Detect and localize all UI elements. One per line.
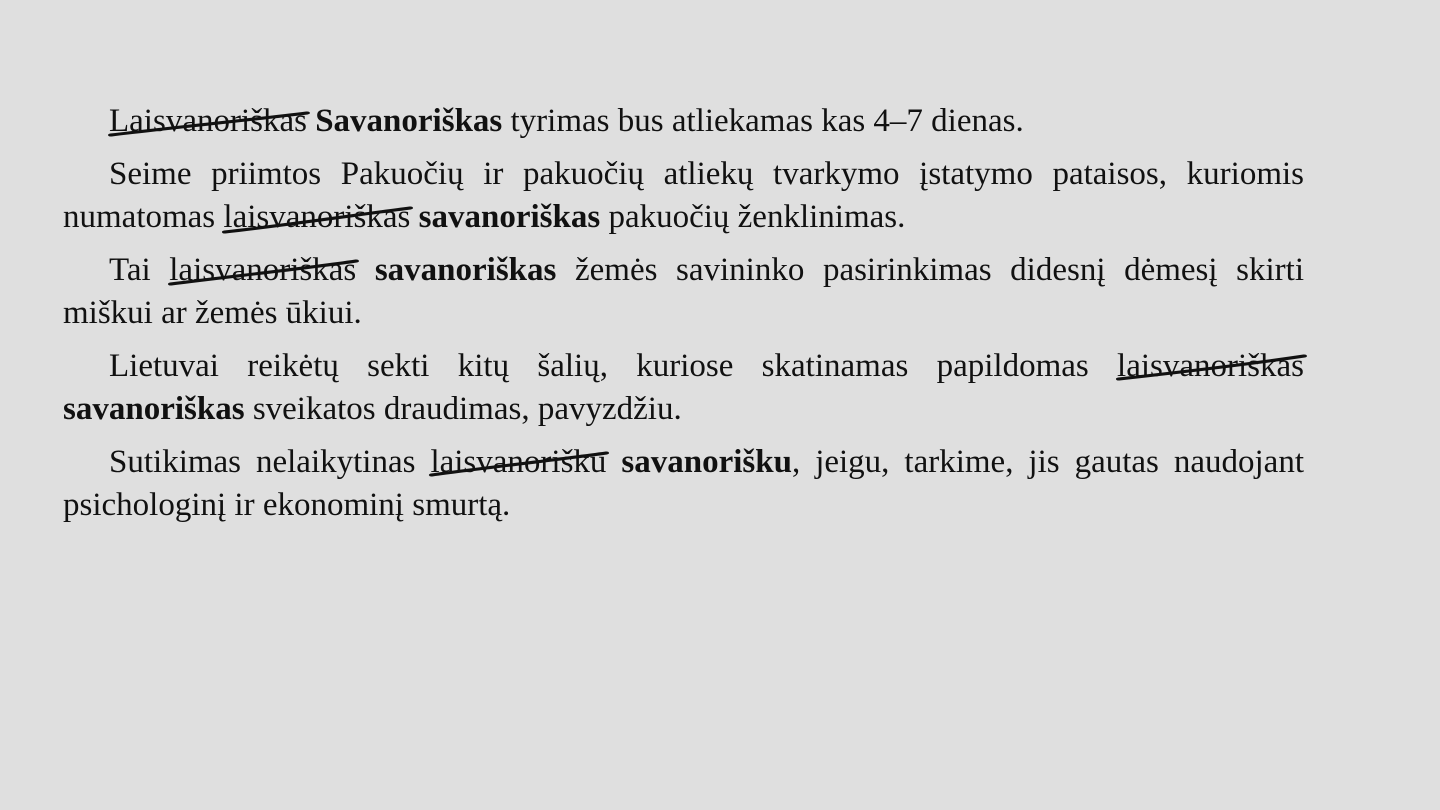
struck-word [1117,345,1304,389]
paragraph-text: Tai [109,251,170,288]
struck-word-text: Laisvanoriškas [109,103,307,139]
paragraph-text: Lietuvai reikėtų sekti kitų šalių, kuriose skatinamas papildomas [109,347,1118,384]
replacement-word: savanoriškas [63,391,245,427]
replacement-word: savanoriškas [418,199,601,235]
struck-word [169,249,356,293]
replacement-word: savanorišku [621,443,792,480]
document-page [63,100,1304,537]
struck-word-text: laisvanorišku [430,443,607,480]
paragraph-text: pakuočių ženklinimas. [600,199,906,235]
paragraph-text: sveikatos draudimas, pavyzdžiu. [244,391,682,427]
paragraph-text: žemės savininko pasirinkimas didesnį dėmesį skirti miškui ar žemės ūkiui. [63,251,1304,331]
struck-word [223,196,410,240]
replacement-word: Savanoriškas [315,103,503,139]
struck-word [430,441,606,485]
struck-word-text: laisvanoriškas [1117,347,1304,384]
struck-word [109,100,307,144]
struck-word-text: laisvanoriškas [169,251,357,288]
struck-word-text: laisvanoriškas [223,199,411,235]
paragraph-text: , jeigu, tarkime, jis gautas naudojant psichologinį ir ekonominį smurtą. [63,443,1304,523]
paragraph-4 [63,345,1304,432]
paragraph-text: Seime priimtos Pakuočių ir pakuočių atliekų tvarkymo įstatymo pataisos, kuriomis numatomas [63,155,1304,235]
paragraph-2 [63,153,1304,240]
paragraph-3 [63,249,1304,336]
paragraph-text: Sutikimas nelaikytinas [109,443,431,480]
paragraph-5 [63,441,1304,528]
paragraph-text: tyrimas bus atliekamas kas 4–7 dienas. [502,103,1024,139]
replacement-word: savanoriškas [374,251,557,288]
paragraph-1 [63,100,1304,144]
